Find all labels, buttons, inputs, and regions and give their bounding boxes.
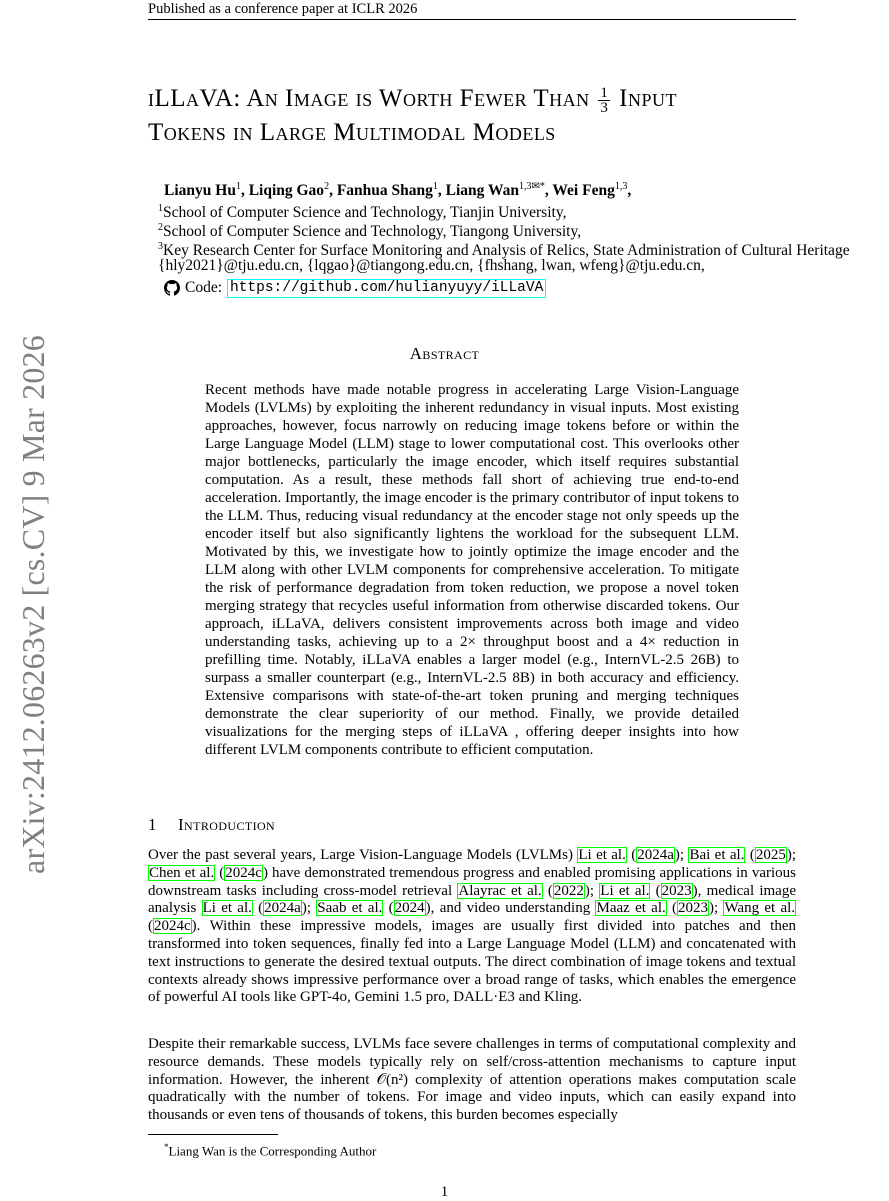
header-rule — [148, 19, 796, 20]
affiliation-text: Key Research Center for Surface Monitoring and Analysis of Relics, State Administration of Cultural Heritage — [163, 242, 850, 260]
code-url-link[interactable]: https://github.com/hulianyuyy/iLLaVA — [227, 279, 546, 298]
citation-link[interactable]: Alayrac et al. — [458, 882, 542, 899]
affiliation-text: School of Computer Science and Technology, Tiangong University, — [163, 223, 582, 241]
code-link-row — [164, 278, 546, 298]
citation-link[interactable]: Wang et al. — [724, 900, 796, 917]
section-title: Introduction — [178, 815, 276, 834]
intro-paragraph-2 — [148, 1036, 796, 1125]
title-line1-start: iLLaVA: An Image is Worth Fewer Than — [148, 85, 590, 112]
author-name: Wei Feng — [552, 182, 615, 200]
fraction-denominator: 3 — [600, 99, 609, 116]
citation-link[interactable]: Maaz et al. — [596, 900, 666, 917]
abstract-body: Recent methods have made notable progress in accelerating Large Vision-Language Models (LVLMs) by exploiting the inherent redundancy in visual inputs. Most existing approaches, however, focus narrowly on reducing image tokens before or within the Large Language Model (LLM) stage to lower computational cost. This overlooks other major bottlenecks, particularly the image encoder, which itself requires substantial computation. As a result, these methods fall short of achieving true end-to-end acceleration. Importantly, the image encoder is the primary contributor of input tokens to the LLM. Thus, reducing visual redundancy at the encoder stage not only speeds up the encoder itself but also significantly lightens the workload for the subsequent LLM. Motivated by this, we investigate how to jointly optimize the image encoder and the LLM along with other LVLM components for comprehensive acceleration. To mitigate the risk of performance degradation from token reduction, we propose a novel token merging strategy that recycles useful information from otherwise discarded tokens. Our approach, iLLaVA, delivers consistent improvements across both image and video understanding tasks, achieving up to a 2× throughput boost and a 4× reduction in prefilling time. Notably, iLLaVA enables a larger model (e.g., InternVL-2.5 26B) to surpass a smaller counterpart (e.g., InternVL-2.5 8B) in both accuracy and efficiency. Extensive comparisons with state-of-the-art token pruning and merging techniques demonstrate the clear superiority of our method. Finally, we provide detailed visualizations for the merging steps of iLLaVA , offering deeper insights into how different LVLM components contribute to efficient computation. — [205, 382, 739, 758]
author-list: Lianyu Hu$^1$, Liqing Gao$^2$, Fanhua Shang$^1$, Liang Wan$^{1,3✉*}$, Wei Feng$^{1,3}$, — [164, 181, 632, 200]
citation-link[interactable]: 2023 — [661, 882, 692, 899]
footnote — [164, 1139, 376, 1159]
citation-link[interactable]: 2025 — [755, 847, 786, 863]
section-heading-introduction — [148, 815, 275, 835]
title-line2: Tokens in Large Multimodal Models — [148, 119, 556, 146]
citation-link[interactable]: Chen et al. — [149, 864, 215, 881]
paper-title — [148, 82, 828, 150]
author-affiliation-mark: 2 — [324, 181, 330, 192]
paragraph-text: ); — [786, 847, 796, 863]
paragraph-text: ); — [301, 900, 317, 917]
citation-link[interactable]: 2023 — [678, 900, 709, 917]
citation-link[interactable]: Li et al. — [202, 900, 252, 917]
section-number: 1 — [148, 815, 157, 834]
citation-link[interactable]: Bai et al. — [689, 847, 745, 863]
citation-link[interactable]: 2024a — [264, 900, 301, 917]
intro-paragraph-1 — [148, 847, 796, 1007]
paragraph-text: ( — [650, 882, 661, 899]
github-icon — [164, 280, 180, 296]
abstract-heading: Abstract — [409, 344, 480, 363]
paragraph-text: complexity of attention operations makes computation scale quadratically with the number of tokens. For image and video inputs, which can easily expand into thousands or even tens of thousands of tokens, this burden becomes especially — [148, 1071, 796, 1124]
citation-link[interactable]: Saab et al. — [317, 900, 383, 917]
paragraph-text: ( — [148, 918, 153, 935]
arxiv-stamp-text: arXiv:2412.06263v2 [cs.CV] 9 Mar 2026 — [14, 334, 51, 874]
paragraph-text: Despite their remarkable success, LVLMs face severe challenges in terms of computational complexity and resource demands. These models typically rely on self/cross-attention mechanisms to capture input information. However, the inherent — [148, 1036, 796, 1088]
page-number: 1 — [440, 1184, 449, 1200]
citation-link[interactable]: 2024a — [637, 847, 674, 863]
paragraph-text: ), and video understanding — [425, 900, 596, 917]
paragraph-text: ( — [215, 864, 225, 881]
paragraph-text: ); — [709, 900, 724, 917]
citation-link[interactable]: 2024 — [394, 900, 425, 917]
affiliation-mark: 3 — [158, 241, 163, 252]
paragraph-text: ); — [674, 847, 689, 863]
citation-link[interactable]: Li et al. — [578, 847, 626, 863]
paragraph-text: ), medical image analysis — [148, 882, 796, 917]
title-line1-end: Input — [619, 85, 677, 112]
code-label: Code: — [185, 279, 223, 296]
author-name: Liqing Gao — [248, 182, 325, 200]
author-affiliation-mark: 1,3✉* — [519, 181, 545, 192]
author-name: Liang Wan — [445, 182, 520, 200]
paragraph-text: ( — [542, 882, 553, 899]
affiliation-mark: 2 — [158, 222, 163, 233]
author-affiliation-mark: 1 — [235, 181, 241, 192]
citation-link[interactable]: Li et al. — [600, 882, 650, 899]
citation-link[interactable]: 2022 — [553, 882, 584, 899]
citation-link[interactable]: 2024c — [225, 864, 262, 881]
author-affiliation-mark: 1,3 — [614, 181, 628, 192]
paragraph-text: ); — [584, 882, 600, 899]
author-emails: {hly2021}@tju.edu.cn, {lqgao}@tiangong.edu.cn, {fhshang, lwan, wfeng}@tju.edu.cn, — [158, 257, 705, 274]
paragraph-text: ). Within these impressive models, images are usually first divided into patches and then transformed into token sequences, finally fed into a Large Language Model (LLM) and concatenated with text instructions to generate the desired textual outputs. The direct combination of image tokens and textual contexts already shows impressive performance over a broad range of tasks, which enables the emergence of powerful AI tools like GPT-4o, Gemini 1.5 pro, DALL·E3 and Kling. — [148, 918, 796, 1006]
author-name: Lianyu Hu — [164, 182, 236, 200]
paragraph-text: ( — [745, 847, 755, 863]
footnote-rule — [148, 1134, 278, 1135]
running-header: Published as a conference paper at ICLR 2026 — [148, 1, 418, 17]
title-fraction — [598, 86, 610, 115]
paragraph-text: ) have demonstrated tremendous progress and enabled promising applications in various downstream tasks including cross-model retrieval — [148, 864, 796, 899]
affiliation-text: School of Computer Science and Technology, Tianjin University, — [163, 204, 567, 222]
affiliation-mark: 1 — [158, 203, 163, 214]
complexity-math: 𝒪(n²) — [376, 1071, 409, 1088]
paragraph-text: ( — [383, 900, 394, 917]
footnote-mark: * — [164, 1142, 169, 1152]
paragraph-text: ( — [252, 900, 264, 917]
author-name: Fanhua Shang — [336, 182, 433, 200]
arxiv-stamp — [14, 320, 52, 888]
paragraph-text: ( — [666, 900, 678, 917]
author-affiliation-mark: 1 — [432, 181, 438, 192]
paragraph-text: Over the past several years, Large Vision-Language Models (LVLMs) — [148, 847, 578, 863]
paragraph-text: ( — [626, 847, 637, 863]
footnote-text: Liang Wan is the Corresponding Author — [168, 1143, 377, 1159]
citation-link[interactable]: 2024c — [154, 918, 191, 935]
fraction-numerator: 1 — [600, 84, 609, 101]
